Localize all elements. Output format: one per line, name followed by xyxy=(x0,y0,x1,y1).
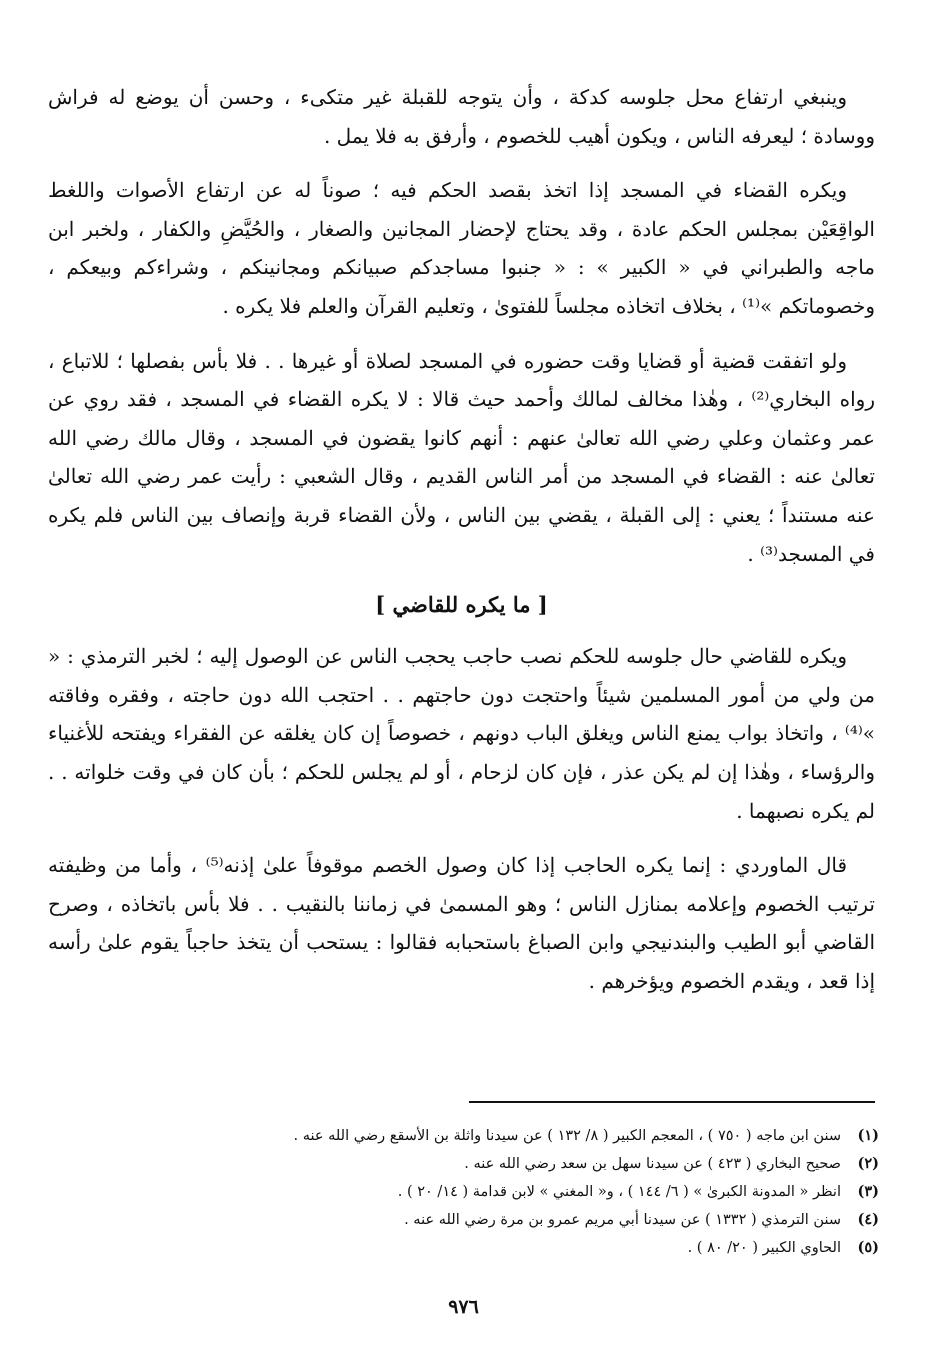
footnote-text: سنن ابن ماجه ( ٧٥٠ ) ، المعجم الكبير ( ٨/ ١٣٢ ) عن سيدنا واثلة بن الأسقع رضي الله عنه . xyxy=(293,1128,841,1144)
footnote-number: (٥) xyxy=(857,1239,879,1256)
footnote-text: صحيح البخاري ( ٤٢٣ ) عن سيدنا سهل بن سعد رضي الله عنه . xyxy=(464,1156,841,1172)
paragraph-2: ويكره القضاء في المسجد إذا اتخذ بقصد الحكم فيه ؛ صوناً له عن ارتفاع الأصوات واللغط الواقِعَيْن بمجلس الحكم عادة ، وقد يحتاج لإحضار المجانين والصغار ، والحُيَّضِ والكفار ، ولخبر ابن ماجه والطبراني في « الكبير » : « جنبوا مساجدكم صبيانكم ومجانينكم ، وشراءكم وبيعكم ، وخصوماتكم »⁽¹⁾ ، بخلاف اتخاذه مجلساً للفتوىٰ ، وتعليم القرآن والعلم فلا يكره . xyxy=(48,178,876,318)
paragraph-5: قال الماوردي : إنما يكره الحاجب إذا كان وصول الخصم موقوفاً علىٰ إذنه⁽⁵⁾ ، وأما من وظيفته ترتيب الخصوم وإعلامه بمنازل الناس ؛ وهو المسمىٰ في زماننا بالنقيب . . فلا بأس باتخاذه ، وصرح القاضي أبو الطيب والبندنيجي وابن الصباغ باستحبابه فقالوا : يستحب أن يتخذ حاجباً يقوم علىٰ رأسه إذا قعد ، ويقدم الخصوم ويؤخرهم . xyxy=(48,853,876,993)
footnote-5 xyxy=(60,1234,879,1262)
paragraph-4: ويكره للقاضي حال جلوسه للحكم نصب حاجب يحجب الناس عن الوصول إليه ؛ لخبر الترمذي : « من ولي من أمور المسلمين شيئاً واحتجت دون حاجتهم . . احتجب الله دون حاجته ، وفقره وفاقته »⁽⁴⁾ ، واتخاذ بواب يمنع الناس ويغلق الباب دونهم ، خصوصاً إن كان يغلقه عن الفقراء ويفتحه للأغنياء والرؤساء ، وهٰذا إن لم يكن عذر ، فإن كان لزحام ، أو لم يجلس للحكم ؛ بأن كان في وقت خلواته . . لم يكره نصبهما . xyxy=(48,644,875,823)
footnote-text: الحاوي الكبير ( ٢٠/ ٨٠ ) . xyxy=(687,1240,841,1256)
footnote-divider xyxy=(469,1101,875,1103)
footnote-number: (١) xyxy=(857,1127,879,1144)
footnotes xyxy=(60,1122,879,1262)
page-number: ٩٧٦ xyxy=(448,1296,479,1318)
section-heading: [ ما يكره للقاضي ] xyxy=(375,592,548,618)
footnote-3 xyxy=(60,1178,879,1206)
footnote-number: (٤) xyxy=(857,1211,879,1228)
paragraph-1: وينبغي ارتفاع محل جلوسه كدكة ، وأن يتوجه للقبلة غير متكىء ، وحسن أن يوضع له فراش ووسادة ؛ ليعرفه الناس ، ويكون أهيب للخصوم ، وأرفق به فلا يمل . xyxy=(48,85,875,148)
footnote-number: (٢) xyxy=(857,1155,879,1172)
footnote-1 xyxy=(60,1122,879,1150)
page-body xyxy=(48,78,875,1016)
footnote-text: سنن الترمذي ( ١٣٣٢ ) عن سيدنا أبي مريم عمرو بن مرة رضي الله عنه . xyxy=(404,1212,841,1228)
footnote-text: انظر « المدونة الكبرىٰ » ( ٦/ ١٤٤ ) ، و« المغني » لابن قدامة ( ١٤/ ٢٠ ) . xyxy=(397,1184,841,1200)
paragraph-3: ولو اتفقت قضية أو قضايا وقت حضوره في المسجد لصلاة أو غيرها . . فلا بأس بفصلها ؛ للاتباع ، رواه البخاري⁽²⁾ ، وهٰذا مخالف لمالك وأحمد حيث قالا : لا يكره القضاء في المسجد ، فقد روي عن عمر وعثمان وعلي رضي الله تعالىٰ عنهم : أنهم كانوا يقضون في المسجد ، وقال مالك رضي الله تعالىٰ عنه : القضاء في المسجد من أمر الناس القديم ، وقال الشعبي : رأيت عمر رضي الله تعالىٰ عنه مستنداً ؛ يعني : إلى القبلة ، يقضي بين الناس ، ولأن القضاء قربة وإنصاف بين الناس فلم يكره في المسجد⁽³⁾ . xyxy=(48,348,876,566)
footnote-2 xyxy=(60,1150,879,1178)
footnote-number: (٣) xyxy=(857,1183,879,1200)
footnote-4 xyxy=(60,1206,879,1234)
